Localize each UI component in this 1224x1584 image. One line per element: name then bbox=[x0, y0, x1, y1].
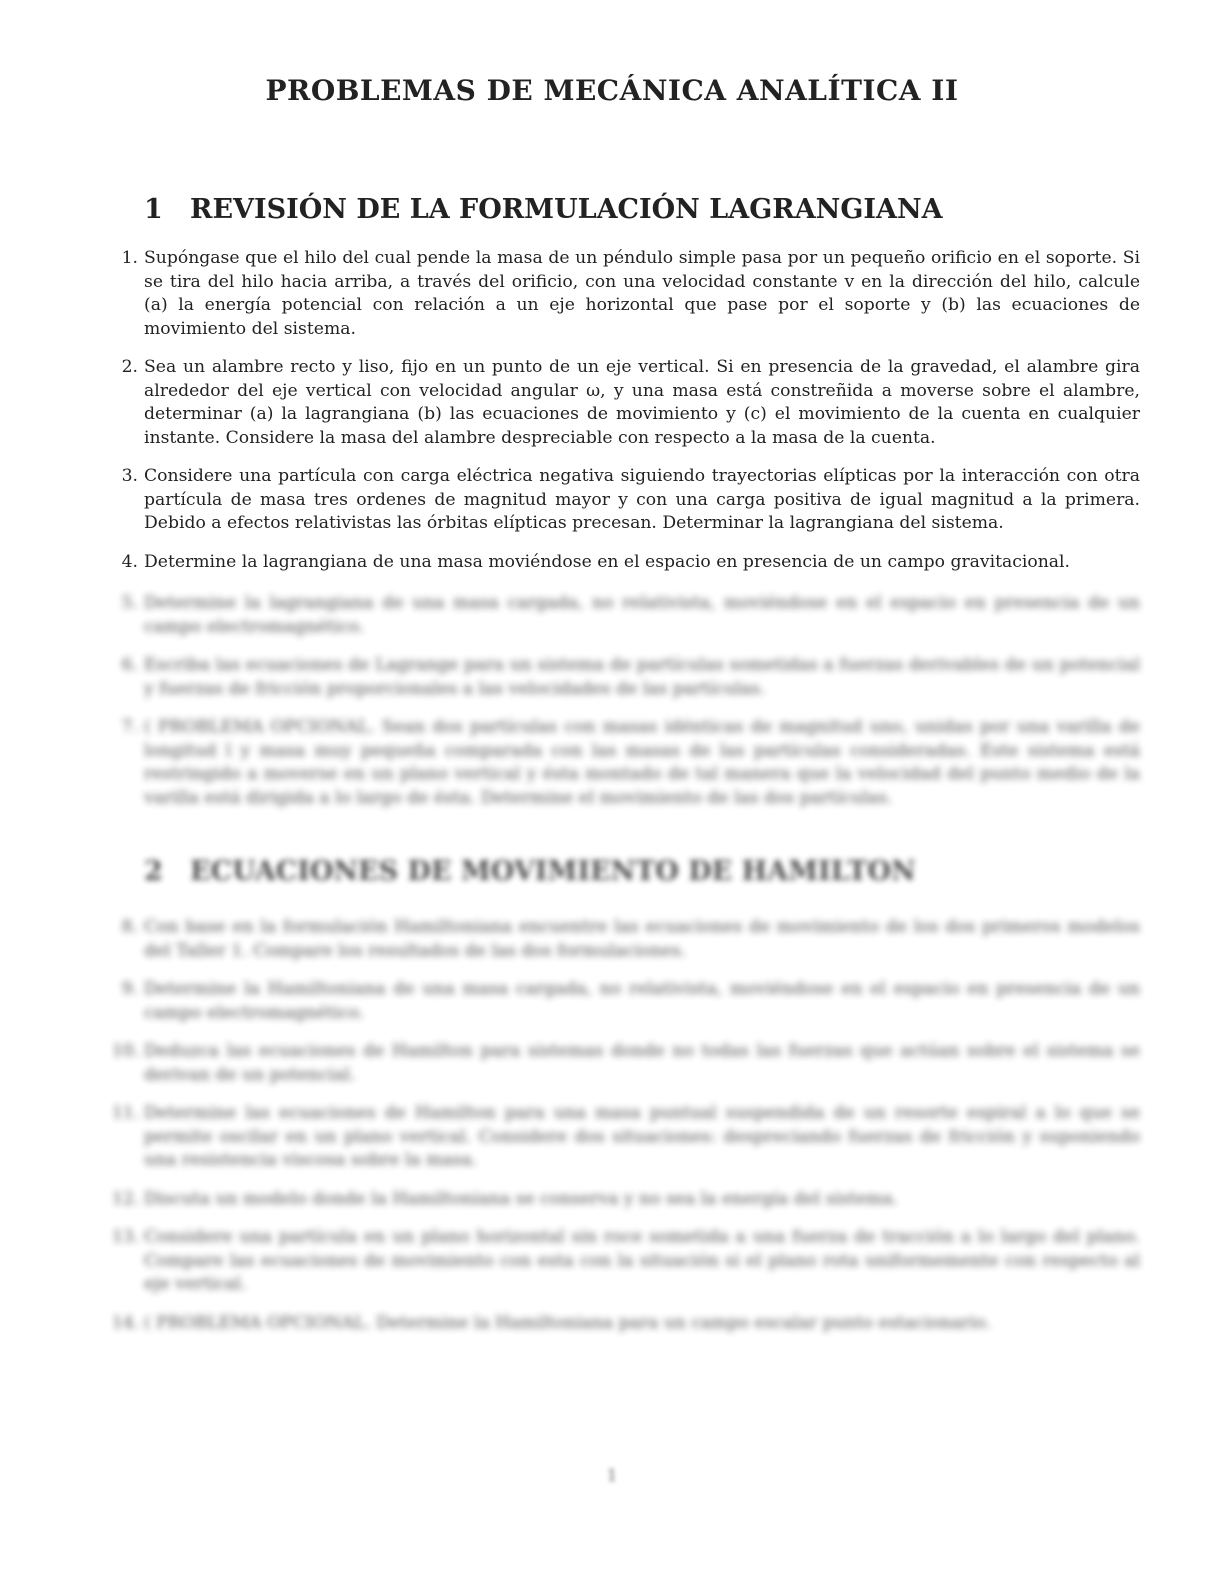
problem-text: Deduzca las ecuaciones de Hamilton para sistemas donde no todas las fuerzas que actúan sobre el sistema se derivan de un potencial. bbox=[144, 1041, 1140, 1085]
problem-text: Determine la lagrangiana de una masa cargada, no relativista, moviéndose en el espacio en presencia de un campo electromagnético. bbox=[144, 593, 1140, 637]
problem-number: 7. bbox=[121, 717, 138, 737]
problem-item bbox=[121, 978, 1140, 1025]
problem-list-section-1 bbox=[121, 247, 1140, 589]
problem-text: Considere una partícula con carga eléctrica negativa siguiendo trayectorias elípticas por la interacción con otra partícula de masa tres ordenes de magnitud mayor y con una carga positiva de igual magnitud a la primera. Debido a efectos relativistas las órbitas elípticas precesan. Determinar la lagrangiana del sistema. bbox=[144, 466, 1140, 533]
problem-item bbox=[121, 716, 1140, 810]
problem-list-section-2 bbox=[112, 916, 1140, 1350]
problem-text: Con base en la formulación Hamiltoniana encuentre las ecuaciones de movimiento de los dos primeros modelos del Taller 1. Compare los resultados de las dos formulaciones. bbox=[144, 917, 1140, 961]
problem-item bbox=[121, 592, 1140, 639]
section-title: ECUACIONES DE MOVIMIENTO DE HAMILTON bbox=[190, 856, 916, 887]
section-number: 1 bbox=[144, 194, 163, 225]
problem-text: Escriba las ecuaciones de Lagrange para un sistema de partículas sometidas a fuerzas derivables de un potencial y fuerzas de fricción proporcionales a las velocidades de las partículas. bbox=[144, 655, 1140, 699]
problem-number: 13. bbox=[112, 1227, 140, 1247]
problem-number: 2. bbox=[121, 357, 138, 377]
problem-item bbox=[112, 1102, 1140, 1173]
problem-item bbox=[121, 356, 1140, 450]
problem-number: 4. bbox=[121, 551, 138, 572]
problem-number: 8. bbox=[121, 917, 138, 937]
section-heading-1 bbox=[144, 194, 1144, 225]
problem-list-section-1-continued bbox=[121, 592, 1140, 825]
page-number: 1 bbox=[606, 1466, 618, 1486]
problem-number: 12. bbox=[112, 1188, 140, 1209]
problem-number: 11. bbox=[112, 1103, 140, 1123]
problem-text: Determine las ecuaciones de Hamilton para una masa puntual suspendida de un resorte espiral a lo que se permite oscilar en un plano vertical. Considere dos situaciones: despreciando fuerzas de fricción y suponiendo una resistencia viscosa sobre la masa. bbox=[144, 1103, 1140, 1170]
problem-text: Supóngase que el hilo del cual pende la masa de un péndulo simple pasa por un pequeño orificio en el soporte. Si se tira del hilo hacia arriba, a través del orificio, con una velocidad constante v en la dirección del hilo, calcule (a) la energía potencial con relación a un eje horizontal que pase por el soporte y (b) las ecuaciones de movimiento del sistema. bbox=[144, 248, 1140, 339]
problem-item bbox=[112, 1226, 1140, 1297]
problem-item bbox=[121, 247, 1140, 341]
problem-number: 9. bbox=[121, 979, 138, 999]
problem-item bbox=[112, 1040, 1140, 1087]
problem-text: ( PROBLEMA OPCIONAL. Determine la Hamiltoniana para un campo escalar punto estacionario. bbox=[144, 1312, 991, 1333]
section-heading-2 bbox=[144, 856, 1144, 887]
problem-number: 6. bbox=[121, 655, 138, 675]
problem-number: 1. bbox=[121, 248, 138, 268]
problem-text: Determine la Hamiltoniana de una masa cargada, no relativista, moviéndose en el espacio en presencia de un campo electromagnético. bbox=[144, 979, 1140, 1023]
problem-text: Considere una partícula en un plano horizontal sin roce sometida a una fuerza de tracción a lo largo del plano. Compare las ecuaciones de movimiento con esta con la situación si el plano rota uniformemente con respecto al eje vertical. bbox=[144, 1227, 1140, 1294]
problem-item bbox=[121, 916, 1140, 963]
problem-number: 10. bbox=[112, 1041, 140, 1061]
problem-number: 5. bbox=[121, 593, 138, 613]
problem-item bbox=[121, 654, 1140, 701]
section-number: 2 bbox=[144, 856, 163, 887]
problem-item bbox=[112, 1312, 1140, 1336]
problem-item bbox=[121, 465, 1140, 536]
problem-text: Sea un alambre recto y liso, fijo en un punto de un eje vertical. Si en presencia de la gravedad, el alambre gira alrededor del eje vertical con velocidad angular ω, y una masa está constreñida a moverse sobre el alambre, determinar (a) la lagrangiana (b) las ecuaciones de movimiento y (c) el movimiento de la cuenta en cualquier instante. Considere la masa del alambre despreciable con respecto a la masa de la cuenta. bbox=[144, 357, 1140, 448]
problem-text: ( PROBLEMA OPCIONAL. Sean dos partículas con masas idénticas de magnitud uno, unidas por una varilla de longitud l y masa muy pequeña comparada con las masas de las partículas consideradas. Este sistema está restringido a moverse en un plano vertical y ésta montado de tal manera que la velocidad del punto medio de la varilla está dirigida a lo largo de ésta. Determine el movimiento de las dos partículas. bbox=[144, 717, 1140, 808]
problem-item bbox=[112, 1188, 1140, 1212]
problem-text: Discuta un modelo donde la Hamiltoniana se conserva y no sea la energía del sistema. bbox=[144, 1188, 899, 1209]
problem-text: Determine la lagrangiana de una masa moviéndose en el espacio en presencia de un campo gravitacional. bbox=[144, 551, 1071, 572]
page-title: PROBLEMAS DE MECÁNICA ANALÍTICA II bbox=[265, 74, 959, 107]
problem-number: 3. bbox=[121, 466, 138, 486]
problem-item bbox=[121, 551, 1140, 575]
problem-number: 14. bbox=[112, 1312, 140, 1333]
section-title: REVISIÓN DE LA FORMULACIÓN LAGRANGIANA bbox=[190, 194, 943, 225]
